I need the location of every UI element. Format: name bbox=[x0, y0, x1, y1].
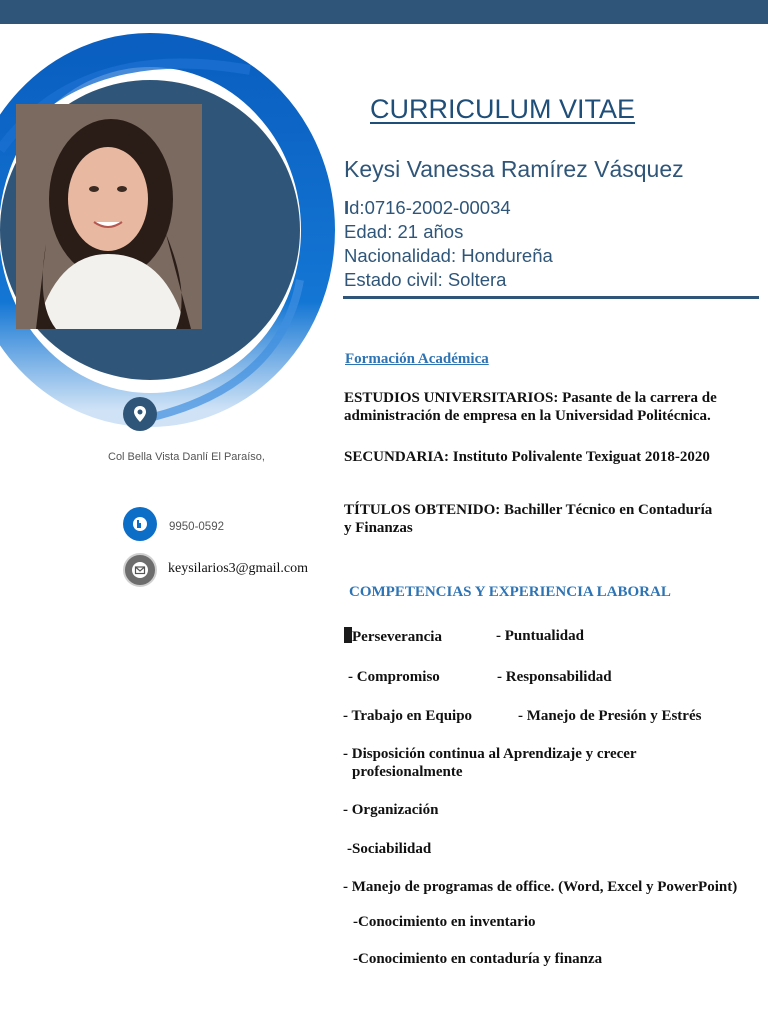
title-word-2: VITAE bbox=[559, 94, 636, 124]
nationality: Nacionalidad: Hondureña bbox=[344, 245, 553, 266]
age: Edad: 21 años bbox=[344, 221, 464, 242]
education-heading[interactable] bbox=[345, 351, 489, 368]
page-title bbox=[370, 94, 635, 125]
text-cursor-mark bbox=[344, 627, 352, 643]
id-value: d:0716-2002-00034 bbox=[349, 197, 511, 218]
skill-puntualidad: - Puntualidad bbox=[496, 628, 584, 644]
titles-line-1: TÍTULOS OBTENIDO: Bachiller Técnico en Contaduría bbox=[344, 502, 713, 518]
skill-perseverancia bbox=[344, 627, 442, 646]
profile-photo bbox=[16, 104, 202, 329]
skill-inventario: -Conocimiento en inventario bbox=[353, 914, 536, 930]
phone-number: 9950-0592 bbox=[169, 521, 224, 533]
phone-icon bbox=[123, 507, 157, 541]
university-studies: ESTUDIOS UNIVERSITARIOS: Pasante de la carrera de administración de empresa en la Universidad Politécnica. bbox=[344, 390, 717, 424]
portrait-illustration bbox=[16, 104, 202, 329]
header-divider bbox=[343, 296, 759, 299]
titles-line-2: y Finanzas bbox=[344, 520, 413, 536]
id-number bbox=[344, 196, 511, 219]
skill-disposicion-cont: profesionalmente bbox=[352, 764, 463, 780]
education-heading-word-1: Formación bbox=[345, 351, 415, 367]
education-heading-word-2: Académica bbox=[417, 351, 489, 367]
skill-trabajo-equipo: - Trabajo en Equipo bbox=[343, 708, 473, 724]
title-word-1: CURRICULUM bbox=[370, 94, 552, 124]
skill-sociabilidad: -Sociabilidad bbox=[347, 841, 432, 857]
titles-obtained bbox=[344, 501, 744, 537]
envelope-icon bbox=[123, 553, 157, 587]
skill-compromiso: - Compromiso bbox=[348, 669, 440, 685]
skill-organizacion: - Organización bbox=[343, 802, 439, 818]
skill-contaduria: -Conocimiento en contaduría y finanza bbox=[353, 951, 603, 967]
skill-responsabilidad: - Responsabilidad bbox=[497, 669, 612, 685]
id-initial: I bbox=[344, 197, 350, 218]
address-text: Col Bella Vista Danlí El Paraíso, bbox=[108, 451, 265, 463]
skill-manejo-presion: - Manejo de Presión y Estrés bbox=[518, 708, 702, 724]
candidate-name: Keysi Vanessa Ramírez Vásquez bbox=[344, 156, 684, 182]
secondary-studies: SECUNDARIA: Instituto Polivalente Texiguat 2018-2020 bbox=[344, 449, 710, 465]
email-link[interactable]: keysilarios3@gmail.com bbox=[168, 561, 309, 576]
skills-heading: COMPETENCIAS Y EXPERIENCIA LABORAL bbox=[349, 584, 671, 600]
top-banner bbox=[0, 0, 768, 24]
skill-perseverancia-label: Perseverancia bbox=[352, 629, 442, 645]
skill-disposicion: - Disposición continua al Aprendizaje y crecer bbox=[343, 746, 637, 762]
skill-office: - Manejo de programas de office. (Word, Excel y PowerPoint) bbox=[343, 879, 738, 895]
map-pin-icon bbox=[123, 397, 157, 431]
civil-status: Estado civil: Soltera bbox=[344, 269, 507, 290]
